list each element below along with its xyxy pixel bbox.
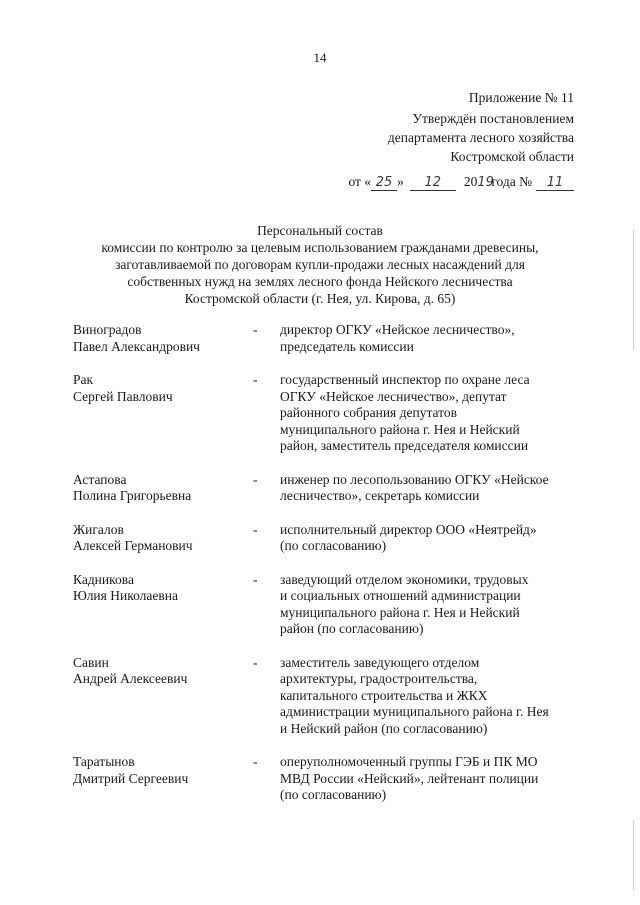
role-line: заместитель заведующего отделом [280, 654, 480, 670]
date-close-quote: » [397, 174, 404, 189]
role-line: государственный инспектор по охране леса [280, 372, 530, 387]
role-line: архитектуры, градостроительства, [280, 671, 478, 686]
member-dash: - [253, 372, 258, 387]
member-surname: Кадникова [73, 571, 134, 587]
member-role [280, 322, 573, 355]
date-day-handwritten: 25 [371, 175, 397, 191]
role-line: директор ОГКУ «Нейское лесничество», [280, 322, 515, 337]
member-surname: Рак [73, 372, 94, 387]
role-line: и социальных отношений администрации [280, 588, 521, 603]
member-row [73, 572, 573, 638]
role-line: инженер по лесопользованию ОГКУ «Нейское [280, 471, 549, 487]
member-row [73, 655, 573, 738]
member-name [73, 522, 253, 555]
approval-line-2: департамента лесного хозяйства [387, 130, 574, 145]
appendix-label: Приложение № 11 [468, 90, 574, 105]
member-surname: Жигалов [73, 521, 124, 537]
member-name [73, 655, 253, 738]
role-line: МВД России «Нейский», лейтенант полиции [280, 770, 539, 786]
member-surname: Таратынов [73, 754, 135, 769]
member-given-names: Алексей Германович [73, 538, 193, 553]
member-name [73, 572, 253, 638]
member-dash: - [253, 654, 258, 670]
role-line: (по согласованию) [280, 538, 387, 553]
role-line: ОГКУ «Нейское лесничество», депутат [280, 388, 507, 404]
member-role [280, 655, 573, 738]
member-name [73, 322, 253, 355]
role-line: муниципального района г. Нея и Нейский [280, 421, 520, 437]
role-line: председатель комиссии [280, 338, 414, 354]
document-title [0, 222, 640, 307]
role-line: исполнительный директор ООО «Неятрейд» [280, 521, 537, 537]
approval-line-1: Утверждён постановлением [412, 111, 574, 126]
member-given-names: Полина Григорьевна [73, 488, 192, 503]
date-year-prefix: 20 [463, 174, 478, 189]
date-prefix: от « [348, 174, 372, 189]
title-line-5: Костромской области (г. Нея, ул. Кирова, д. 65) [184, 291, 456, 306]
approval-date-line [348, 172, 574, 191]
date-year-handwritten: 19 [477, 175, 494, 190]
member-role [280, 472, 573, 505]
member-dash: - [253, 754, 258, 769]
date-month-handwritten: 12 [410, 175, 456, 191]
scan-edge-mark [633, 230, 634, 350]
approval-line-3: Костромской области [450, 149, 574, 164]
approval-block [348, 88, 574, 191]
date-year-word: года № [491, 174, 532, 189]
member-role [280, 754, 573, 804]
members-list [73, 322, 573, 804]
member-role [280, 572, 573, 638]
member-given-names: Юлия Николаевна [73, 588, 178, 603]
member-dash: - [253, 571, 258, 587]
member-given-names: Андрей Алексеевич [73, 671, 188, 686]
document-number-handwritten: 11 [536, 175, 574, 191]
member-dash: - [253, 322, 258, 337]
member-given-names: Сергей Павлович [73, 388, 173, 404]
member-surname: Савин [73, 654, 109, 670]
role-line: оперуполномоченный группы ГЭБ и ПК МО [280, 754, 538, 769]
title-line-1: Персональный состав [257, 223, 383, 238]
member-row [73, 522, 573, 555]
title-line-4: собственных нужд на землях лесного фонда Нейского лесничества [127, 274, 513, 289]
role-line: лесничество», секретарь комиссии [280, 488, 480, 503]
member-row [73, 472, 573, 505]
member-given-names: Дмитрий Сергеевич [73, 770, 189, 786]
member-row [73, 754, 573, 804]
member-given-names: Павел Александрович [73, 338, 200, 354]
title-line-2: комиссии по контролю за целевым использованием гражданами древесины, [101, 240, 539, 255]
role-line: муниципального района г. Нея и Нейский [280, 604, 520, 620]
role-line: и Нейский район (по согласованию) [280, 720, 488, 736]
role-line: (по согласованию) [280, 787, 387, 802]
role-line: администрации муниципального района г. Нея [280, 704, 549, 719]
member-row [73, 322, 573, 355]
member-name [73, 472, 253, 505]
member-surname: Астапова [73, 471, 127, 487]
role-line: район (по согласованию) [280, 621, 424, 636]
role-line: заведующий отделом экономики, трудовых [280, 571, 529, 587]
title-line-3: заготавливаемой по договорам купли-продажи лесных насаждений для [115, 257, 525, 272]
role-line: районного собрания депутатов [280, 405, 458, 420]
member-role [280, 522, 573, 555]
page-number: 14 [313, 50, 327, 65]
role-line: капитального строительства и ЖКХ [280, 687, 488, 703]
member-surname: Виноградов [73, 322, 142, 337]
member-row [73, 372, 573, 455]
member-role [280, 372, 573, 455]
scan-edge-mark [633, 820, 634, 890]
role-line: район, заместитель председателя комиссии [280, 438, 529, 453]
member-name [73, 372, 253, 455]
member-dash: - [253, 471, 258, 487]
member-dash: - [253, 521, 258, 537]
member-name [73, 754, 253, 804]
